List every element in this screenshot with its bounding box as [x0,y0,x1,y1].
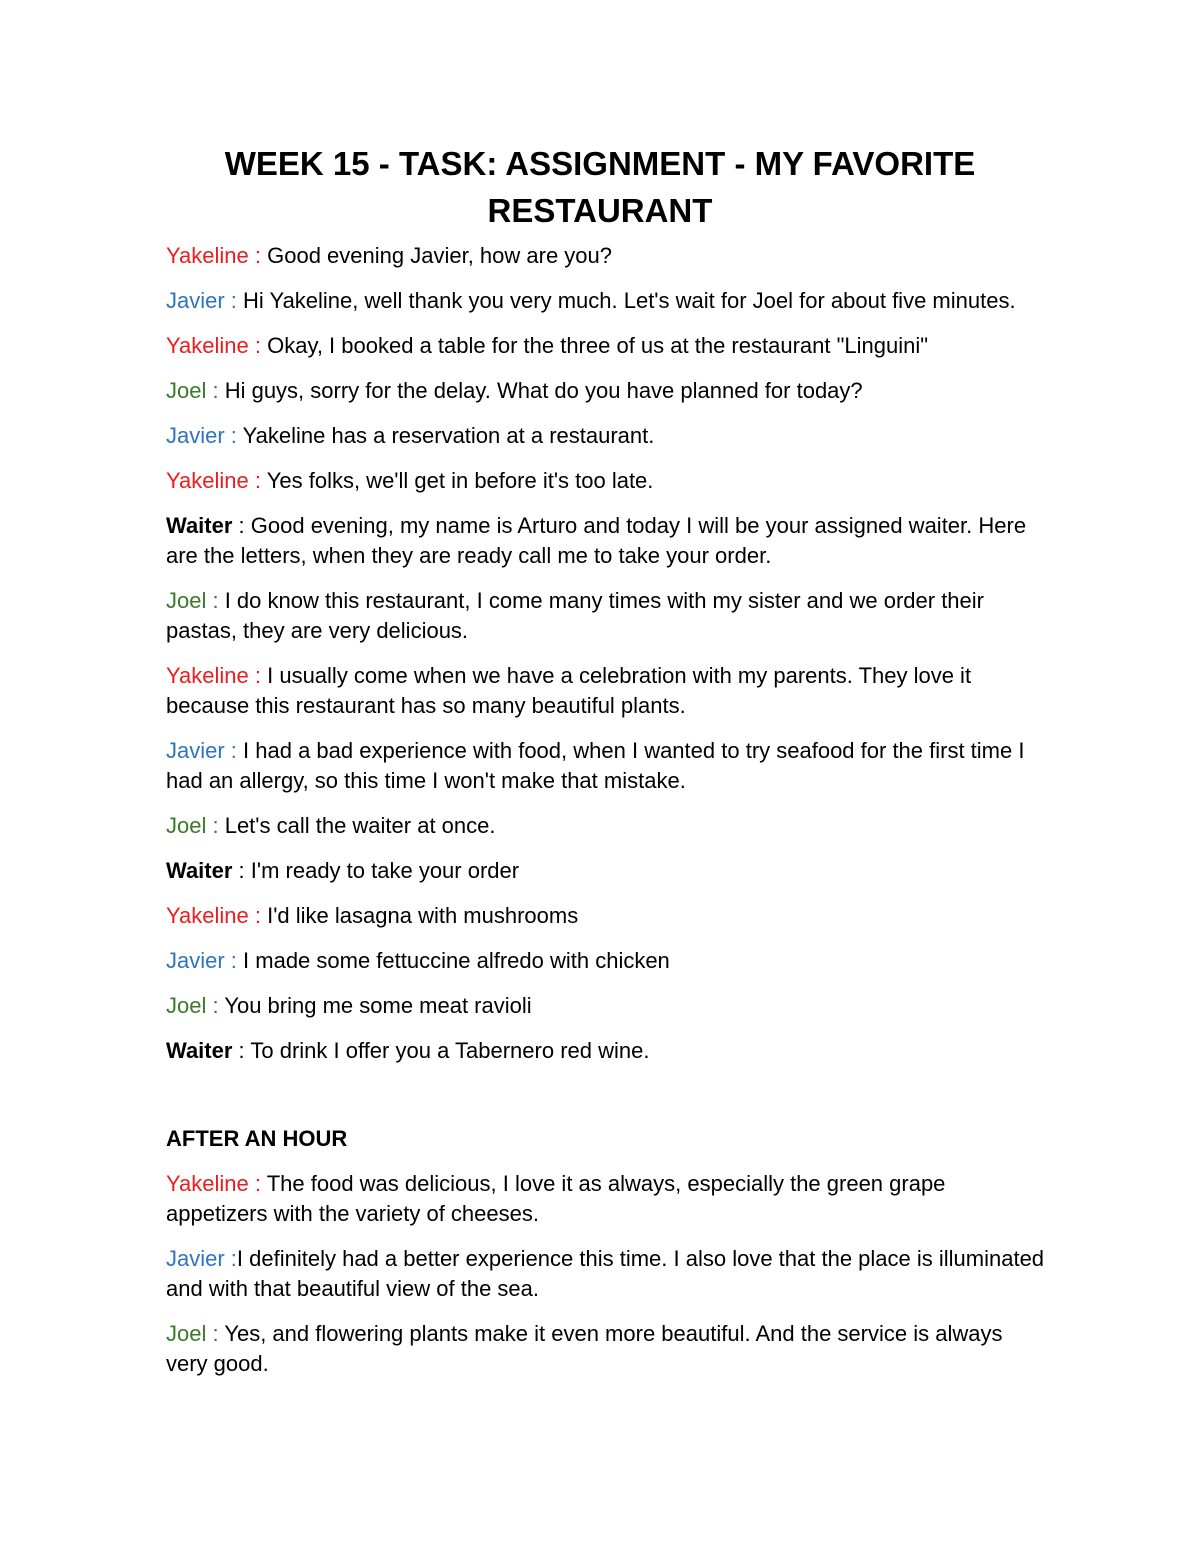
speaker-label: Yakeline [166,1171,249,1196]
speaker-label: Javier [166,423,225,448]
speaker-separator: : [224,288,244,313]
dialogue-line [166,511,1046,571]
dialogue-text: You bring me some meat ravioli [224,993,532,1018]
speaker-separator: : [232,858,251,883]
dialogue-line [166,376,1046,406]
dialogue-part-2 [166,1169,1046,1379]
speaker-separator: : [248,468,267,493]
dialogue-line [166,1319,1046,1379]
dialogue-line [166,946,1046,976]
speaker-label: Waiter [166,1038,233,1063]
dialogue-line [166,1036,1046,1066]
dialogue-line [166,1244,1046,1304]
speaker-label: Javier [166,738,225,763]
speaker-label: Yakeline [166,333,249,358]
dialogue-line [166,466,1046,496]
dialogue-text: The food was delicious, I love it as always, especially the green grape appetizers with the variety of cheeses. [166,1171,946,1226]
speaker-label: Joel [166,378,207,403]
dialogue-text: I do know this restaurant, I come many times with my sister and we order their pastas, they are very delicious. [166,588,984,643]
dialogue-line [166,901,1046,931]
dialogue-text: Hi Yakeline, well thank you very much. Let's wait for Joel for about five minutes. [243,288,1016,313]
dialogue-line [166,331,1046,361]
dialogue-text: Good evening Javier, how are you? [267,243,612,268]
dialogue-text: Let's call the waiter at once. [224,813,496,838]
dialogue-text: I'm ready to take your order [250,858,520,883]
speaker-separator: : [206,813,225,838]
dialogue-line [166,586,1046,646]
speaker-separator: : [206,378,225,403]
dialogue-text: I'd like lasagna with mushrooms [267,903,579,928]
speaker-label: Joel [166,813,207,838]
dialogue-line [166,736,1046,796]
dialogue-text: Good evening, my name is Arturo and today I will be your assigned waiter. Here are the letters, when they are ready call me to take your order. [166,513,1027,568]
speaker-separator: : [224,1246,237,1271]
speaker-label: Joel [166,993,207,1018]
dialogue-line [166,1169,1046,1229]
speaker-separator: : [206,1321,225,1346]
dialogue-text: Okay, I booked a table for the three of us at the restaurant "Linguini" [267,333,929,358]
speaker-separator: : [224,738,244,763]
dialogue-line [166,661,1046,721]
dialogue-line [166,991,1046,1021]
dialogue-text: I made some fettuccine alfredo with chicken [243,948,670,973]
dialogue-text: To drink I offer you a Tabernero red wine. [250,1038,650,1063]
dialogue-text: I usually come when we have a celebration with my parents. They love it because this restaurant has so many beautiful plants. [166,663,972,718]
dialogue-part-1 [166,241,1046,1066]
speaker-separator: : [224,948,244,973]
section-heading: AFTER AN HOUR [166,1126,348,1151]
speaker-separator: : [232,1038,251,1063]
dialogue [166,241,1046,1394]
speaker-label: Joel [166,588,207,613]
dialogue-line [166,811,1046,841]
speaker-label: Javier [166,948,225,973]
speaker-label: Waiter [166,858,233,883]
speaker-separator: : [248,903,268,928]
speaker-separator: : [248,333,268,358]
speaker-separator: : [206,993,225,1018]
speaker-label: Yakeline [166,243,249,268]
dialogue-text: Yakeline has a reservation at a restaurant. [242,423,655,448]
speaker-label: Yakeline [166,903,249,928]
speaker-label: Javier [166,1246,225,1271]
dialogue-text: Yes, and flowering plants make it even more beautiful. And the service is always very good. [166,1321,1003,1376]
dialogue-text: Yes folks, we'll get in before it's too late. [266,468,654,493]
speaker-label: Yakeline [166,468,249,493]
speaker-label: Javier [166,288,225,313]
speaker-separator: : [248,243,268,268]
speaker-separator: : [248,1171,267,1196]
dialogue-line [166,421,1046,451]
speaker-separator: : [248,663,268,688]
speaker-label: Waiter [166,513,233,538]
speaker-label: Yakeline [166,663,249,688]
dialogue-line [166,286,1046,316]
dialogue-text: I had a bad experience with food, when I wanted to try seafood for the first time I had an allergy, so this time I won't make that mistake. [166,738,1025,793]
dialogue-text: Hi guys, sorry for the delay. What do you have planned for today? [224,378,863,403]
dialogue-line [166,241,1046,271]
speaker-separator: : [224,423,243,448]
document-title: WEEK 15 - TASK: ASSIGNMENT - MY FAVORITE RESTAURANT [224,145,976,229]
dialogue-text: I definitely had a better experience this time. I also love that the place is illuminated and with that beautiful view of the sea. [166,1246,1045,1301]
speaker-separator: : [232,513,251,538]
dialogue-line [166,856,1046,886]
speaker-label: Joel [166,1321,207,1346]
speaker-separator: : [206,588,225,613]
